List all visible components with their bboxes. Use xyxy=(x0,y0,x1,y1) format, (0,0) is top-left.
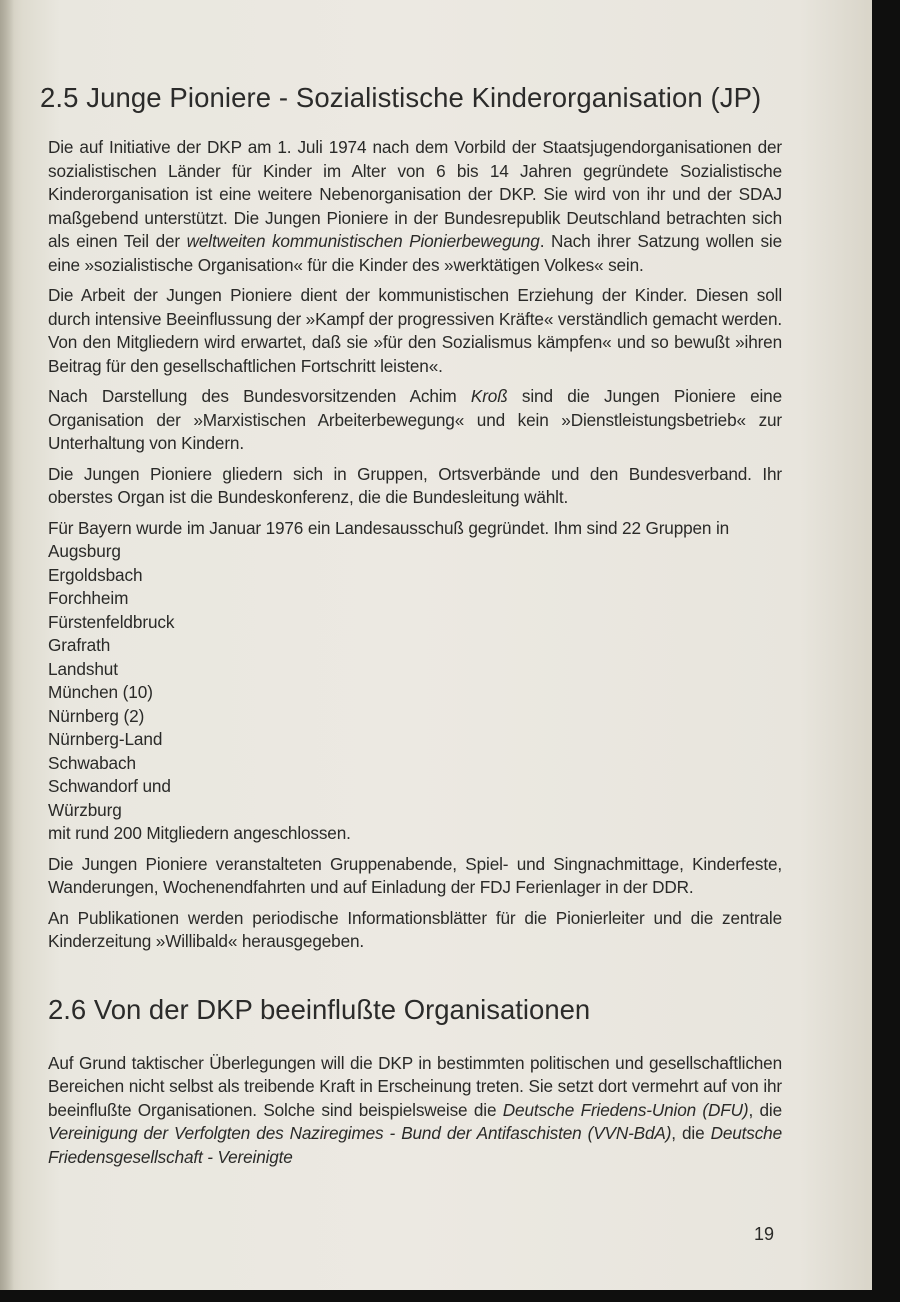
paragraph-jp-work: Die Arbeit der Jungen Pioniere dient der kommunistischen Erziehung der Kinder. Diesen soll durch intensive Beeinflussung der »Kampf der progressiven Kräfte« verständlich gemacht werden. Von den Mitgliedern wird erwartet, daß sie »für den Sozialismus kämpfen« und so bewußt »ihren Beitrag für den gesellschaftlichen Fortschritt leisten«. xyxy=(48,285,782,376)
list-item: Schwabach xyxy=(48,752,136,773)
italic-term: weltweiten kommunistischen Pionierbewegung xyxy=(186,231,540,251)
italic-name: Kroß xyxy=(470,386,508,406)
list-item: Würzburg xyxy=(48,799,122,820)
paragraph-jp-publications: An Publikationen werden periodische Informationsblätter für die Pionierleiter und die zentrale Kinderzeitung »Willibald« herausgegeben. xyxy=(48,907,782,951)
paragraph-jp-chairman xyxy=(48,385,782,456)
list-item: Schwandorf und xyxy=(48,776,171,796)
page-content xyxy=(40,82,782,1176)
page-binding-shadow xyxy=(0,0,14,1290)
italic-org-vvn: Vereinigung der Verfolgten des Naziregimes - Bund der Antifaschisten (VVN-BdA) xyxy=(48,1123,672,1143)
list-item: Nürnberg (2) xyxy=(48,705,145,726)
italic-org-dfu: Deutsche Friedens-Union (DFU) xyxy=(502,1099,749,1120)
list-item: Landshut xyxy=(48,658,118,679)
text-span: . Nach ihrer Satzung wollen sie eine »sozialistische Organisation« für die Kinder des »werktätigen Volkes« sein. xyxy=(48,231,782,275)
list-item: Augsburg xyxy=(48,541,121,561)
text-span: sind die Jungen Pioniere eine Organisation der »Marxistischen Arbeiterbewegung« und kein »Dienstleistungsbetrieb« zur Unterhaltung von Kindern. xyxy=(48,386,782,453)
section-heading-2-6: 2.6 Von der DKP beeinflußte Organisationen xyxy=(48,993,591,1025)
list-item: Forchheim xyxy=(48,588,129,608)
list-item: Grafrath xyxy=(48,635,111,655)
section-heading-2-5: 2.5 Junge Pioniere - Sozialistische Kinderorganisation (JP) xyxy=(40,82,762,113)
page-number: 19 xyxy=(754,1224,775,1244)
paragraph-jp-activities: Die Jungen Pioniere veranstalteten Gruppenabende, Spiel- und Singnachmittage, Kinderfeste, Wanderungen, Wochenendfahrten und auf Einladung der FDJ Ferienlager in der DDR. xyxy=(48,853,782,897)
scan-edge-dark xyxy=(872,0,900,1302)
paragraph-dkp-influenced xyxy=(48,1052,782,1170)
italic-org-dfg: Deutsche Friedensgesellschaft - Vereinigte xyxy=(48,1123,782,1167)
text-span: Nach Darstellung des Bundesvorsitzenden Achim xyxy=(48,386,471,406)
list-item: Nürnberg-Land xyxy=(48,729,163,749)
text-span: , die xyxy=(671,1123,711,1143)
list-item: Ergoldsbach xyxy=(48,564,143,585)
paragraph-jp-founding xyxy=(48,136,782,277)
text-span: , die xyxy=(748,1099,782,1120)
list-item: München (10) xyxy=(48,682,153,702)
text-span: Die auf Initiative der DKP am 1. Juli 1974 nach dem Vorbild der Staatsjugendorganisationen der sozialistischen Länder für Kinder im Alter von 6 bis 14 Jahren gegründete Sozialistische Kinderorganisation ist eine weitere Nebenorganisation der DKP. Sie wird von ihr und der SDAJ maßgebend unterstützt. Die Jungen Pioniere in der Bundesrepublik Deutschland betrachten sich als einen Teil der xyxy=(48,137,782,251)
paragraph-jp-bavaria: Für Bayern wurde im Januar 1976 ein Landesausschuß gegründet. Ihm sind 22 Gruppen in xyxy=(48,517,730,538)
paragraph-jp-structure: Die Jungen Pioniere gliedern sich in Gruppen, Ortsverbände und den Bundesverband. Ihr oberstes Organ ist die Bundeskonferenz, die die Bundesleitung wählt. xyxy=(48,463,782,507)
list-item: Fürstenfeldbruck xyxy=(48,611,175,632)
scan-bottom-edge xyxy=(0,1290,900,1302)
text-span: Auf Grund taktischer Überlegungen will die DKP in bestimmten politischen und gesellschaftlichen Bereichen nicht selbst als treibende Kraft in Erscheinung treten. Sie setzt dort vermehrt auf von ihr beeinflußte Organisationen. Solche sind beispielsweise die xyxy=(48,1052,782,1120)
group-location-list xyxy=(48,540,782,822)
paragraph-jp-members: mit rund 200 Mitgliedern angeschlossen. xyxy=(48,823,351,843)
